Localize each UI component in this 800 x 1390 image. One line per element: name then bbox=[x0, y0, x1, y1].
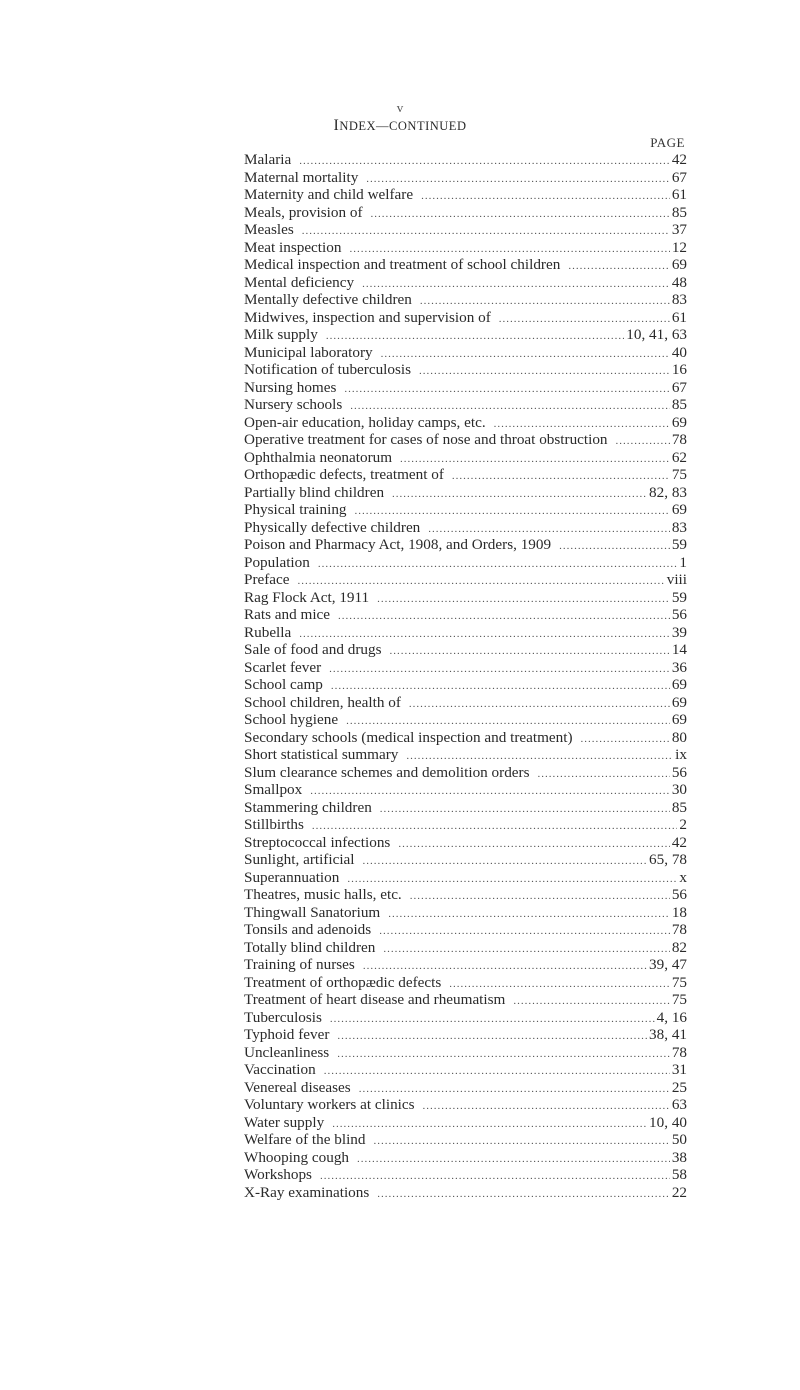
index-page-numbers: 22 bbox=[671, 1183, 687, 1201]
index-term: Rats and mice bbox=[244, 606, 331, 623]
index-term: Sale of food and drugs bbox=[244, 641, 382, 658]
dot-leader bbox=[330, 1011, 655, 1029]
dot-leader bbox=[332, 1116, 647, 1134]
index-entry bbox=[244, 606, 687, 624]
index-entry bbox=[244, 379, 687, 397]
index-entry bbox=[244, 291, 687, 309]
index-entry bbox=[244, 169, 687, 187]
index-entry bbox=[244, 1009, 687, 1027]
dot-leader bbox=[423, 1098, 670, 1116]
dot-leader bbox=[538, 766, 670, 784]
dot-leader bbox=[363, 853, 648, 871]
index-page-numbers: 25 bbox=[671, 1078, 687, 1096]
index-term: Poison and Pharmacy Act, 1908, and Orders, 1909 bbox=[244, 536, 552, 553]
index-page-numbers: 56 bbox=[671, 763, 687, 781]
index-term: Operative treatment for cases of nose and throat obstruction bbox=[244, 431, 608, 448]
index-term: Scarlet fever bbox=[244, 658, 322, 676]
index-entry bbox=[244, 624, 687, 642]
dot-leader bbox=[377, 591, 670, 609]
index-entry bbox=[244, 1131, 687, 1149]
index-term: School camp bbox=[244, 676, 323, 693]
index-term: Medical inspection and treatment of school children bbox=[244, 256, 561, 273]
dot-leader bbox=[320, 1168, 670, 1186]
index-term: Population bbox=[244, 553, 310, 571]
index-term: Malaria bbox=[244, 151, 292, 168]
index-page-numbers: 42 bbox=[671, 151, 687, 168]
index-entry bbox=[244, 746, 687, 764]
index-page-numbers: 40 bbox=[671, 343, 687, 361]
dot-leader bbox=[377, 1186, 670, 1204]
index-term: Short statistical summary bbox=[244, 746, 399, 763]
index-page-numbers: 67 bbox=[671, 378, 687, 396]
index-page-numbers: 75 bbox=[671, 466, 687, 483]
dot-leader bbox=[337, 1046, 670, 1064]
index-term: Maternity and child welfare bbox=[244, 186, 414, 203]
index-entry bbox=[244, 1184, 687, 1202]
index-term: Mental deficiency bbox=[244, 273, 355, 291]
index-term: Sunlight, artificial bbox=[244, 851, 355, 868]
index-term: Physically defective children bbox=[244, 518, 421, 536]
dot-leader bbox=[390, 643, 670, 661]
index-page-numbers: 78 bbox=[671, 921, 687, 938]
index-page-numbers: 65, 78 bbox=[649, 851, 687, 868]
dot-leader bbox=[302, 223, 670, 241]
index-page-numbers: 38 bbox=[671, 1148, 687, 1166]
index-entry bbox=[244, 1114, 687, 1132]
dot-leader bbox=[452, 468, 670, 486]
index-term: Nursery schools bbox=[244, 396, 343, 413]
index-page-numbers: 2 bbox=[679, 816, 687, 833]
index-page-numbers: 31 bbox=[671, 1061, 687, 1078]
index-term: Midwives, inspection and supervision of bbox=[244, 308, 491, 326]
dot-leader bbox=[357, 1151, 670, 1169]
index-term: Notification of tuberculosis bbox=[244, 361, 412, 378]
index-entry bbox=[244, 309, 687, 327]
index-entry bbox=[244, 711, 687, 729]
index-page-numbers: viii bbox=[666, 571, 687, 588]
index-page-numbers: 58 bbox=[671, 1166, 687, 1183]
index-page-numbers: 14 bbox=[671, 641, 687, 658]
index-entry bbox=[244, 484, 687, 502]
index-page-numbers: 18 bbox=[671, 903, 687, 921]
index-entry bbox=[244, 431, 687, 449]
index-page-numbers: 12 bbox=[671, 238, 687, 256]
index-page-numbers: 69 bbox=[671, 693, 687, 711]
index-entry bbox=[244, 204, 687, 222]
index-entry bbox=[244, 869, 687, 887]
index-page-numbers: 38, 41 bbox=[649, 1026, 687, 1043]
index-page-numbers: 69 bbox=[671, 256, 687, 273]
dot-leader bbox=[344, 381, 669, 399]
dot-leader bbox=[383, 941, 669, 959]
index-entry bbox=[244, 834, 687, 852]
index-page-numbers: 69 bbox=[671, 413, 687, 431]
index-entry bbox=[244, 344, 687, 362]
dot-leader bbox=[581, 731, 670, 749]
index-term: Rubella bbox=[244, 623, 292, 641]
index-term: Stillbirths bbox=[244, 816, 304, 833]
index-page-numbers: 56 bbox=[671, 606, 687, 623]
dot-leader bbox=[392, 486, 647, 504]
index-page-numbers: 85 bbox=[671, 798, 687, 816]
dot-leader bbox=[371, 206, 670, 224]
index-entry bbox=[244, 589, 687, 607]
index-page-numbers: 82, 83 bbox=[649, 483, 687, 501]
dot-leader bbox=[388, 906, 670, 924]
index-term: Treatment of orthopædic defects bbox=[244, 973, 442, 991]
dot-leader bbox=[318, 556, 678, 574]
index-entry bbox=[244, 816, 687, 834]
index-entry bbox=[244, 571, 687, 589]
dot-leader bbox=[324, 1063, 670, 1081]
index-entry bbox=[244, 274, 687, 292]
index-entry bbox=[244, 921, 687, 939]
index-page-numbers: 83 bbox=[671, 291, 687, 308]
index-page-numbers: 80 bbox=[671, 728, 687, 746]
index-term: Slum clearance schemes and demolition orders bbox=[244, 763, 530, 781]
index-page-numbers: 82 bbox=[671, 938, 687, 956]
index-entry bbox=[244, 501, 687, 519]
index-term: Physical training bbox=[244, 501, 347, 518]
dot-leader bbox=[410, 888, 670, 906]
index-page-numbers: 48 bbox=[671, 273, 687, 291]
index-term: Preface bbox=[244, 571, 290, 588]
index-term: Smallpox bbox=[244, 781, 303, 798]
index-term: Stammering children bbox=[244, 798, 372, 816]
index-term: Vaccination bbox=[244, 1061, 316, 1078]
index-page-numbers: 62 bbox=[671, 448, 687, 466]
index-page-numbers: 83 bbox=[671, 518, 687, 536]
index-term: Milk supply bbox=[244, 326, 318, 343]
index-entry bbox=[244, 904, 687, 922]
index-page-numbers: 61 bbox=[671, 186, 687, 203]
index-term: Municipal laboratory bbox=[244, 343, 373, 361]
index-term: Rag Flock Act, 1911 bbox=[244, 588, 370, 606]
dot-leader bbox=[374, 1133, 670, 1151]
index-entry bbox=[244, 1149, 687, 1167]
index-page-numbers: 75 bbox=[671, 991, 687, 1008]
index-term: Maternal mortality bbox=[244, 168, 359, 186]
index-term: Whooping cough bbox=[244, 1148, 350, 1166]
index-term: Tonsils and adenoids bbox=[244, 921, 372, 938]
index-entry bbox=[244, 781, 687, 799]
index-entry bbox=[244, 956, 687, 974]
index-entry bbox=[244, 694, 687, 712]
index-term: Secondary schools (medical inspection and treatment) bbox=[244, 728, 573, 746]
index-entry bbox=[244, 239, 687, 257]
index-term: Mentally defective children bbox=[244, 291, 412, 308]
index-page-numbers: 85 bbox=[671, 203, 687, 221]
index-page-numbers: 39 bbox=[671, 623, 687, 641]
index-entry bbox=[244, 659, 687, 677]
dot-leader bbox=[568, 258, 670, 276]
index-page-numbers: 39, 47 bbox=[649, 956, 687, 973]
index-page-numbers: 16 bbox=[671, 361, 687, 378]
index-entry bbox=[244, 1026, 687, 1044]
index-page-numbers: 37 bbox=[671, 221, 687, 238]
index-page-numbers: 85 bbox=[671, 396, 687, 413]
dot-leader bbox=[381, 346, 670, 364]
index-page-numbers: 42 bbox=[671, 833, 687, 851]
index-term: Welfare of the blind bbox=[244, 1131, 366, 1148]
index-term: Uncleanliness bbox=[244, 1043, 330, 1061]
index-page-numbers: 63 bbox=[671, 1096, 687, 1113]
index-entry bbox=[244, 1166, 687, 1184]
index-term: Tuberculosis bbox=[244, 1008, 322, 1026]
index-term: Treatment of heart disease and rheumatism bbox=[244, 991, 506, 1008]
index-entry bbox=[244, 396, 687, 414]
dot-leader bbox=[398, 836, 669, 854]
index-entry bbox=[244, 1044, 687, 1062]
index-page-numbers: 50 bbox=[671, 1131, 687, 1148]
index-term: School hygiene bbox=[244, 711, 339, 728]
index-page-numbers: 1 bbox=[679, 553, 687, 571]
index-page-numbers: 56 bbox=[671, 886, 687, 903]
index-entry bbox=[244, 676, 687, 694]
index-term: Open-air education, holiday camps, etc. bbox=[244, 413, 486, 431]
index-term: Ophthalmia neonatorum bbox=[244, 448, 393, 466]
index-page-numbers: 69 bbox=[671, 676, 687, 693]
index-entry bbox=[244, 764, 687, 782]
dot-leader bbox=[559, 538, 670, 556]
index-term: Typhoid fever bbox=[244, 1026, 330, 1043]
index-page-numbers: 10, 41, 63 bbox=[626, 326, 687, 343]
index-term: Training of nurses bbox=[244, 956, 355, 973]
index-page-numbers: 67 bbox=[671, 168, 687, 186]
index-page-numbers: 69 bbox=[671, 501, 687, 518]
index-term: Streptococcal infections bbox=[244, 833, 391, 851]
index-term: Voluntary workers at clinics bbox=[244, 1096, 415, 1113]
page-column-heading: PAGE bbox=[650, 135, 685, 150]
dot-leader bbox=[379, 923, 670, 941]
title-initial: I bbox=[333, 117, 340, 134]
index-page-numbers: 30 bbox=[671, 781, 687, 798]
index-term: Meals, provision of bbox=[244, 203, 363, 221]
index-entry bbox=[244, 414, 687, 432]
index-term: Partially blind children bbox=[244, 483, 385, 501]
index-term: Water supply bbox=[244, 1113, 325, 1131]
index-page-numbers: ix bbox=[675, 746, 687, 763]
index-entry bbox=[244, 221, 687, 239]
dot-leader bbox=[421, 188, 670, 206]
index-entry bbox=[244, 851, 687, 869]
index-entry bbox=[244, 974, 687, 992]
index-entry bbox=[244, 151, 687, 169]
index-page-numbers: x bbox=[679, 868, 687, 886]
index-entry bbox=[244, 536, 687, 554]
index-entry bbox=[244, 729, 687, 747]
dot-leader bbox=[329, 661, 670, 679]
dot-leader bbox=[338, 608, 670, 626]
index-entry bbox=[244, 326, 687, 344]
index-term: Orthopædic defects, treatment of bbox=[244, 466, 444, 483]
index-entry bbox=[244, 939, 687, 957]
dot-leader bbox=[380, 801, 670, 819]
index-page-numbers: 61 bbox=[671, 308, 687, 326]
index-term: School children, health of bbox=[244, 693, 401, 711]
index-entry bbox=[244, 1096, 687, 1114]
index-entry bbox=[244, 519, 687, 537]
title-rest: NDEX—CONTINUED bbox=[339, 119, 467, 133]
index-entry bbox=[244, 799, 687, 817]
index-term: Venereal diseases bbox=[244, 1078, 351, 1096]
dot-leader bbox=[419, 363, 670, 381]
index-page-numbers: 78 bbox=[671, 1043, 687, 1061]
index-entry bbox=[244, 554, 687, 572]
index-page-numbers: 69 bbox=[671, 711, 687, 728]
index-entry bbox=[244, 641, 687, 659]
index-page-numbers: 75 bbox=[671, 973, 687, 991]
index-page-numbers: 59 bbox=[671, 588, 687, 606]
index-page-numbers: 10, 40 bbox=[649, 1113, 687, 1131]
index-entry bbox=[244, 886, 687, 904]
index-entry-list bbox=[244, 151, 687, 1201]
index-entry bbox=[244, 361, 687, 379]
dot-leader bbox=[409, 696, 670, 714]
index-term: Theatres, music halls, etc. bbox=[244, 886, 402, 903]
index-entry bbox=[244, 449, 687, 467]
index-term: Nursing homes bbox=[244, 378, 337, 396]
index-page-numbers: 36 bbox=[671, 658, 687, 676]
dot-leader bbox=[513, 993, 669, 1011]
dot-leader bbox=[337, 1028, 647, 1046]
index-term: Totally blind children bbox=[244, 938, 376, 956]
index-term: Thingwall Sanatorium bbox=[244, 903, 381, 921]
dot-leader bbox=[616, 433, 670, 451]
index-page-numbers: 4, 16 bbox=[656, 1008, 687, 1026]
index-page-numbers: 78 bbox=[671, 431, 687, 448]
page-title bbox=[0, 117, 800, 135]
index-term: X-Ray examinations bbox=[244, 1183, 370, 1201]
index-entry bbox=[244, 991, 687, 1009]
index-term: Workshops bbox=[244, 1166, 312, 1183]
index-term: Meat inspection bbox=[244, 238, 342, 256]
index-term: Measles bbox=[244, 221, 294, 238]
index-entry bbox=[244, 1079, 687, 1097]
index-page-numbers: 59 bbox=[671, 536, 687, 553]
index-entry bbox=[244, 1061, 687, 1079]
index-entry bbox=[244, 256, 687, 274]
index-entry bbox=[244, 186, 687, 204]
page-folio: v bbox=[396, 100, 404, 115]
index-entry bbox=[244, 466, 687, 484]
index-term: Superannuation bbox=[244, 868, 340, 886]
